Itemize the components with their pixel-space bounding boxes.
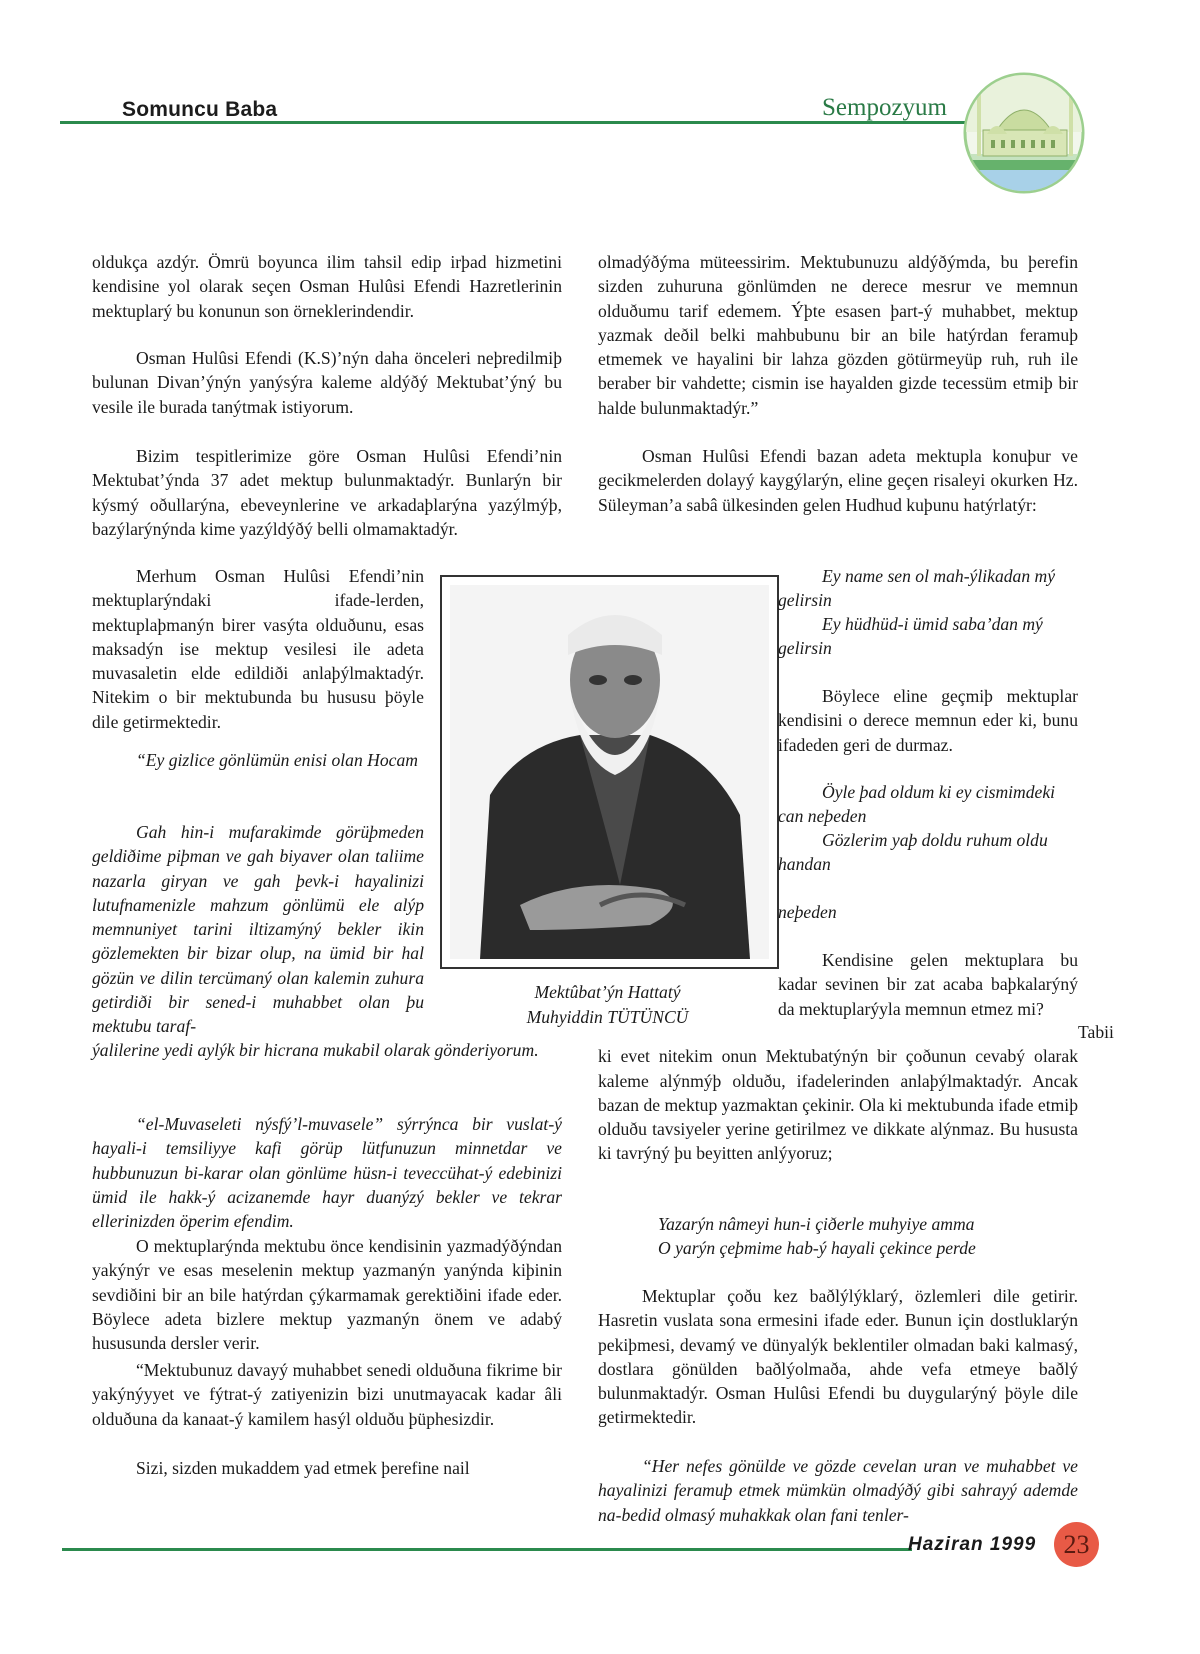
right-paragraph-3: Böylece eline geçmiþ mektuplar kendisini o derece memnun eder ki, bunu ifadeden geri de durmaz. xyxy=(778,686,1078,755)
left-paragraph-10: Sizi, sizden mukaddem yad etmek þerefine nail xyxy=(136,1458,470,1478)
photo-caption-line-2: Muhyiddin TÜTÜNCÜ xyxy=(526,1007,689,1027)
verse-2: Ey hüdhüd-i ümid saba’dan mý gelirsin xyxy=(778,614,1043,659)
left-paragraph-3: Bizim tespitlerimize göre Osman Hulûsi Efendi’nin Mektubat’ýnda 37 adet mektup bulunmaktadýr. Bunlarýn bir kýsmý oðullarýna, ebeveynlerine ve arkadaþlarýna yazýlmýþ, bazýlarýnýnda kime yazýldýðý belli olmamaktadýr. xyxy=(92,446,562,539)
letter-salutation: “Ey gizlice gönlümün enisi olan Hocam xyxy=(136,750,418,770)
left-paragraph-4: Merhum Osman Hulûsi Efendi’nin mektuplarýndaki ifade-lerden, mektuplaþmanýn birer vasýta olduðunu, esas maksadýn ise mektup vesilesi ile adeta muvasaletin elde edildiði anlaþýlmaktadýr. Nitekim o bir mektubunda bu hususu þöyle dile getirmektedir. xyxy=(92,566,424,732)
magazine-title: Somuncu Baba xyxy=(122,98,278,121)
header-rule xyxy=(60,121,975,124)
issue-date: Haziran 1999 xyxy=(908,1534,1037,1555)
right-paragraph-4: Kendisine gelen mektuplara bu kadar sevinen bir zat acaba baþkalarýný da mektuplarýyla memnun etmez mi? xyxy=(778,950,1078,1019)
letter-quote-2: “el-Muvaseleti nýsfý’l-muvasele” sýrrýnca bir vuslat-ý hayali-i temsiliyye kafi görüp lütfunuzun minnetdar ve hubbunuzun bi-karar olan gönlüme hüsn-i teveccühat-ý edebinizi ümid ile hakk-ý acizanemde hayr duanýzý bekler ve tekrar ellerinizden öperim efendim. xyxy=(92,1114,562,1232)
verse-4: Gözlerim yaþ doldu ruhum oldu handan xyxy=(778,830,1048,875)
verse-7: O yarýn çeþmime hab-ý hayali çekince perde xyxy=(658,1238,976,1258)
letter-quote-1-end: ýalilerine yedi aylýk bir hicrana mukabil olarak gönderiyorum. xyxy=(92,1040,539,1060)
verse-5: neþeden xyxy=(778,902,837,922)
portrait-photo xyxy=(440,575,779,969)
letter-quote-4: “Her nefes gönülde ve gözde cevelan uran ve muhabbet ve hayalinizi feramuþ etmek mümkün olmadýðý gibi sahrayý ademde na-bedid olmasý muhakkak olan fani tenler- xyxy=(598,1456,1078,1525)
section-title: Sempozyum xyxy=(822,94,947,121)
footer-rule xyxy=(62,1548,912,1551)
letter-quote-3: “Mektubunuz davayý muhabbet senedi olduðuna fikrime bir yakýnýyyet ve fýtrat-ý zatiyenizin bizi unutmayacak kadar âli olduðuna da kanaat-ý kamilem hasýl olduðu þüphesizdir. xyxy=(92,1360,562,1429)
right-paragraph-5: Mektuplar çoðu kez baðlýlýklarý, özlemleri dile getirir. Hasretin vuslata sona ermesini ifade eder. Bunun için dostluklarýn pekiþmesi, devamý ve dünyalýk beklentiler olmadan baki kalmasý, dostlara gönülden baðlýolmaða, ahde vefa etmeye baðlý bulunmaktadýr. Osman Hulûsi Efendi bu duygularýný þöyle dile getirmektedir. xyxy=(598,1286,1078,1428)
left-paragraph-1: oldukça azdýr. Ömrü boyunca ilim tahsil edip irþad hizmetini kendisine yol olarak seçen Osman Hulûsi Efendi Hazretlerinin mektuplarý bu konunun son örneklerindendir. xyxy=(92,252,562,321)
verse-6: Yazarýn nâmeyi hun-i çiðerle muhyiye amma xyxy=(658,1214,975,1234)
verse-3: Öyle þad oldum ki ey cismimdeki can neþeden xyxy=(778,782,1056,827)
left-paragraph-2: Osman Hulûsi Efendi (K.S)’nýn daha önceleri neþredilmiþ bulunan Divan’ýnýn yanýsýra kaleme aldýðý Mektubat’ýný bu vesile ile burada tanýtmak istiyorum. xyxy=(92,348,562,417)
left-paragraph-8: O mektuplarýnda mektubu önce kendisinin yazmadýðýndan yakýnýr ve esas meselenin mektup yazmanýn yanýnda kiþinin sevdiðini bir an bile hatýrdan çýkarmamak gerektiðini ifade eder. Böylece adeta bizlere mektup yazmanýn önem ve adabý hususunda dersler verir. xyxy=(92,1236,562,1354)
page-number: 23 xyxy=(1054,1522,1099,1567)
letter-quote-1: Gah hin-i mufarakimde görüþmeden geldiðime piþman ve gah biyaver olan taliime nazarla giryan ve gah þevk-i hayalinizi lutufnamenizle mahzum gönlümü ele alýp memnuniyet tarini iltizamýný bekler ikin gözlemekten bir bizar olup, na ümid bir hal gözün ve dilin tercümaný olan kalemin zuhura getirdiði bir sened-i muhabbet olan þu mektubu taraf- xyxy=(92,822,424,1037)
verse-1: Ey name sen ol mah-ýlikadan mý gelirsin xyxy=(778,566,1056,611)
right-paragraph-2: Osman Hulûsi Efendi bazan adeta mektupla konuþur ve gecikmelerden dolayý kaygýlarýn, eline geçen risaleyi okurken Hz. Süleyman’a sabâ ülkesinden gelen Hudhud kuþunu hatýrlatýr: xyxy=(598,446,1078,515)
mosque-logo-icon xyxy=(963,72,1085,194)
right-paragraph-1: olmadýðýma müteessirim. Mektubunuzu aldýðýmda, bu þerefin sizden zuhuruna gönlümden ne derece mesrur ve memnun olduðumu tarif edemem. Ýþte esasen þart-ý muhabbet, mektup yazmak deðil belki mahbubunu bir an bile hatýrdan feramuþ etmemek ve hayalini bir lahza gözden götürmeyüp ruh, ruh ile beraber bir vahdette; cismin ise hayalden gizde tecessüm etmiþ bir halde bulunmaktadýr.” xyxy=(598,252,1078,418)
photo-caption-line-1: Mektûbat’ýn Hattatý xyxy=(534,982,681,1002)
right-paragraph-4-continued: Tabii ki evet nitekim onun Mektubatýnýn bir çoðunun cevabý olarak kaleme alýnmýþ olduðu, ifadelerinden anlaþýlmaktadýr. Ancak bazan de mektup yazmaktan çekinir. Ola ki mektubunda ifade etmiþ olduðu tavsiyeler yerine getirilmez ve dikkate alýnmaz. Bu hususta ki tavrýný þu beyitten anlýyoruz; xyxy=(598,1022,1114,1164)
